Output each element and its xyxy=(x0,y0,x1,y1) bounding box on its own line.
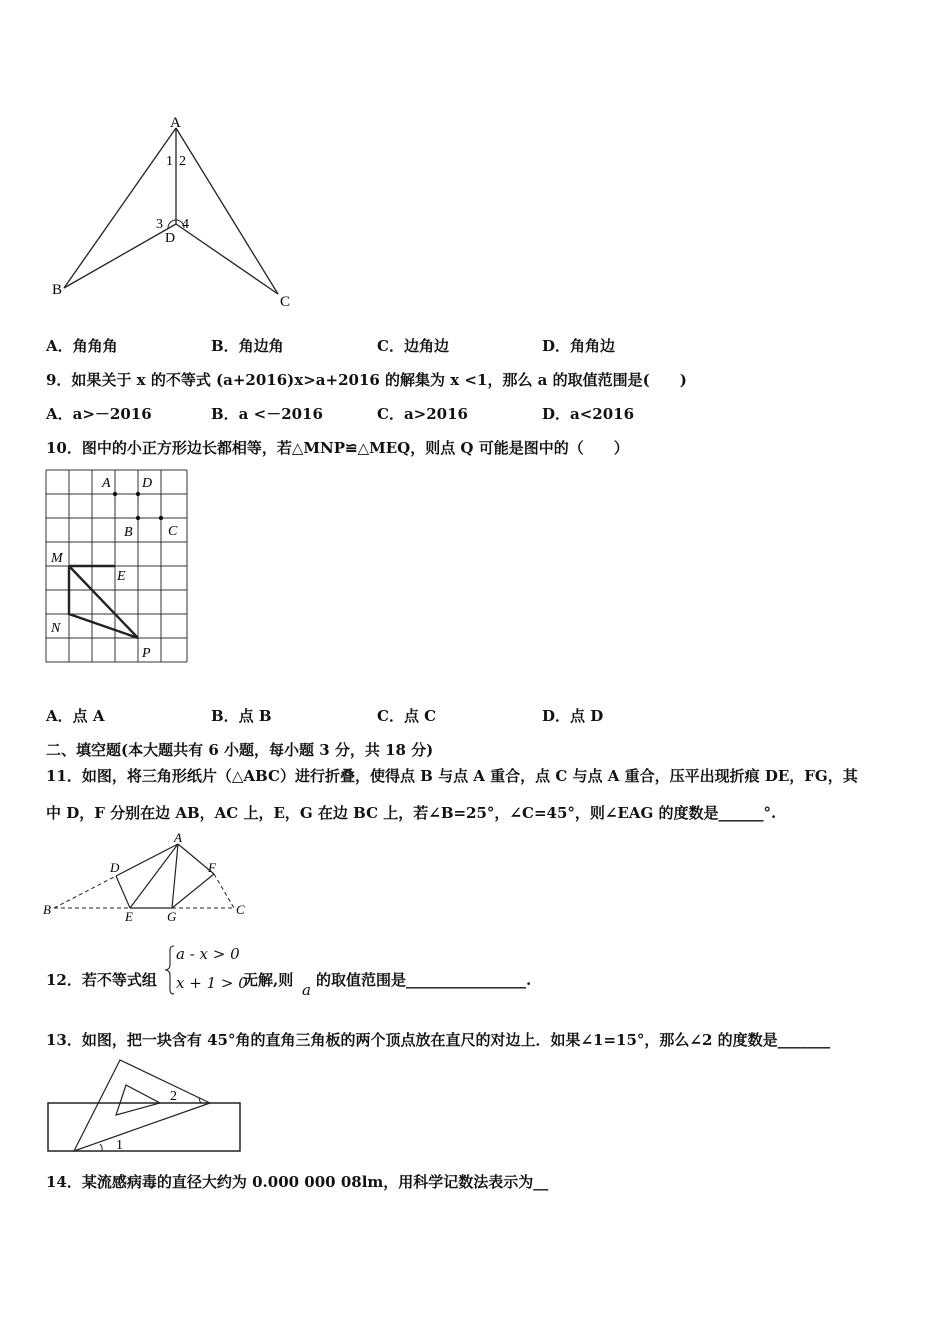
fold-label-E: E xyxy=(125,909,133,924)
label-2: 2 xyxy=(179,154,186,169)
q10-option-c: C．点 C xyxy=(377,707,437,725)
figure-fold-triangle xyxy=(40,830,260,925)
fold-label-D: D xyxy=(110,860,120,875)
q9-option-d: D．a<2016 xyxy=(542,405,635,423)
q12-brace xyxy=(164,944,176,996)
q12-prefix: 12．若不等式组 xyxy=(46,971,157,989)
q8-option-d: D．角角边 xyxy=(542,337,616,355)
grid-label-B: B xyxy=(124,525,133,540)
q8-option-b: B．角边角 xyxy=(211,337,284,355)
section-title: 二、填空题(本大题共有 6 小题，每小题 3 分，共 18 分) xyxy=(46,741,434,759)
q10-option-d: D．点 D xyxy=(542,707,604,725)
q9-option-a: A．a>－2016 xyxy=(46,405,152,423)
grid-label-A: A xyxy=(102,476,111,491)
q12-suffix: 的取值范围是________________. xyxy=(316,971,532,989)
grid-label-M: M xyxy=(51,551,63,566)
figure-grid-mnp xyxy=(40,466,200,666)
q10-option-b: B．点 B xyxy=(211,707,272,725)
figure-triangle-abcd xyxy=(40,110,310,310)
q14-stem: 14．某流感病毒的直径大约为 0.000 000 08lm，用科学记数法表示为__ xyxy=(46,1173,549,1191)
label-4: 4 xyxy=(182,217,189,232)
fold-label-F: F xyxy=(208,860,216,875)
label-B: B xyxy=(52,282,63,298)
fold-label-G: G xyxy=(167,909,177,924)
q9-stem: 9．如果关于 x 的不等式 (a+2016)x>a+2016 的解集为 x <1，那么 a 的取值范围是( ) xyxy=(46,371,687,389)
q13-stem: 13．如图，把一块含有 45°角的直角三角板的两个顶点放在直尺的对边上．如果∠1=15°，那么∠2 的度数是_______ xyxy=(46,1031,831,1049)
q12-system-line1: a - x > 0 xyxy=(176,945,240,963)
q8-option-c: C．边角边 xyxy=(377,337,449,355)
fold-label-B: B xyxy=(43,902,51,917)
grid-label-P: P xyxy=(142,646,151,661)
q10-option-a: A．点 A xyxy=(46,707,105,725)
grid-label-C: C xyxy=(168,524,178,539)
label-D: D xyxy=(165,231,176,246)
fold-label-A: A xyxy=(174,830,182,845)
q12-middle: 无解,则 xyxy=(243,971,294,989)
ruler-label-1: 1 xyxy=(116,1138,123,1153)
q10-stem: 10．图中的小正方形边长都相等，若△MNP≌△MEQ，则点 Q 可能是图中的（ ） xyxy=(46,439,629,457)
grid-label-E: E xyxy=(117,569,126,584)
grid-label-D: D xyxy=(142,476,153,491)
grid-label-N: N xyxy=(51,621,61,636)
label-C: C xyxy=(280,294,291,310)
q12-system-line2: x + 1 > 0 xyxy=(176,974,248,992)
label-1: 1 xyxy=(166,154,173,169)
figure-ruler-triangle xyxy=(40,1055,255,1160)
label-A: A xyxy=(170,115,181,131)
q8-option-a: A．角角角 xyxy=(46,337,118,355)
q9-option-c: C．a>2016 xyxy=(377,405,468,423)
q11-line1: 11．如图，将三角形纸片（△ABC）进行折叠，使得点 B 与点 A 重合，点 C 与点 A 重合，压平出现折痕 DE，FG，其 xyxy=(46,767,858,785)
label-3: 3 xyxy=(156,217,163,232)
fold-label-C: C xyxy=(236,902,245,917)
q11-line2: 中 D，F 分别在边 AB，AC 上，E，G 在边 BC 上，若∠B=25°，∠C=45°，则∠EAG 的度数是______°. xyxy=(46,804,777,822)
ruler-label-2: 2 xyxy=(170,1089,177,1104)
q12-variable-a: a xyxy=(302,981,311,999)
q9-option-b: B．a <－2016 xyxy=(211,405,323,423)
